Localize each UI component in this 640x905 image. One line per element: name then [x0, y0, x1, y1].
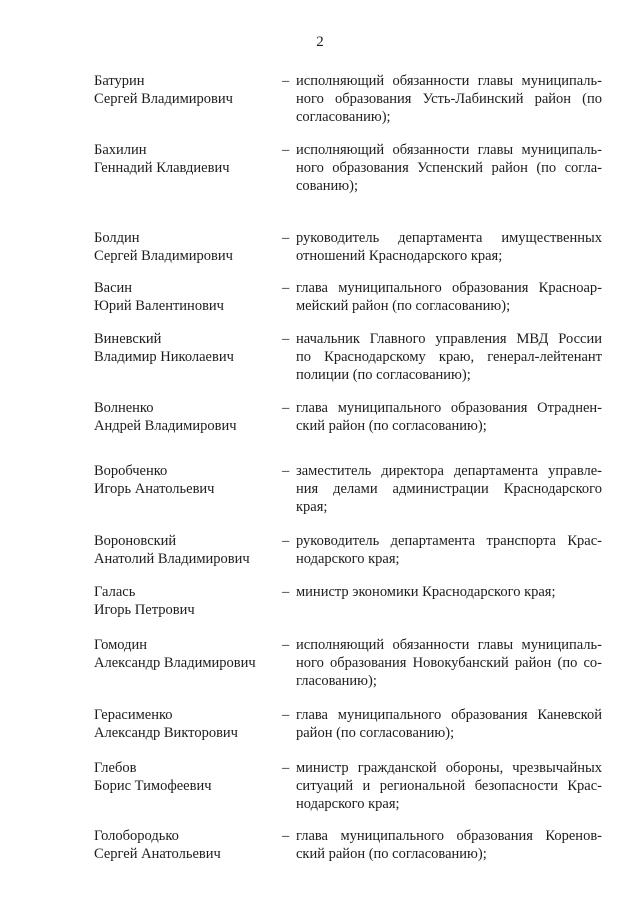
member-given-names: Игорь Анатольевич: [94, 481, 215, 497]
position-line: глава муниципального образования Отраднен-: [296, 400, 602, 416]
position-line: заместитель директора департамента управле-: [296, 463, 602, 479]
position-line: начальник Главного управления МВД России: [296, 331, 602, 347]
position-line: ский район (по согласованию);: [296, 846, 487, 862]
position-line: министр гражданской обороны, чрезвычайных: [296, 760, 602, 776]
member-surname: Васин: [94, 280, 133, 296]
member-surname: Галась: [94, 584, 136, 600]
dash-separator: –: [282, 280, 290, 296]
member-position: [296, 462, 602, 516]
position-line: мейский район (по согласованию);: [296, 298, 511, 314]
dash-separator: –: [282, 142, 290, 158]
member-given-names: Геннадий Клавдиевич: [94, 160, 230, 176]
position-line: глава муниципального образования Коренов-: [296, 828, 602, 844]
member-given-names: Юрий Валентинович: [94, 298, 224, 314]
member-name: [94, 141, 274, 177]
position-line: министр экономики Краснодарского края;: [296, 584, 556, 600]
member-position: [296, 72, 602, 126]
position-line: глава муниципального образования Красноар-: [296, 280, 602, 296]
member-given-names: Александр Викторович: [94, 725, 238, 741]
member-position: [296, 330, 602, 384]
member-position: [296, 583, 602, 601]
member-given-names: Анатолий Владимирович: [94, 551, 250, 567]
member-surname: Вороновский: [94, 533, 177, 549]
member-name: [94, 72, 274, 108]
position-line: отношений Краснодарского края;: [296, 248, 503, 264]
position-line: нодарского края;: [296, 551, 400, 567]
member-given-names: Сергей Анатольевич: [94, 846, 221, 862]
member-surname: Виневский: [94, 331, 162, 347]
member-surname: Воробченко: [94, 463, 168, 479]
dash-separator: –: [282, 533, 290, 549]
page-number: 2: [316, 34, 324, 50]
member-position: [296, 532, 602, 568]
dash-separator: –: [282, 331, 290, 347]
position-line: гласованию);: [296, 673, 377, 689]
position-line: глава муниципального образования Каневской: [296, 707, 602, 723]
member-name: [94, 583, 274, 619]
dash-separator: –: [282, 828, 290, 844]
member-position: [296, 706, 602, 742]
member-given-names: Александр Владимирович: [94, 655, 256, 671]
member-name: [94, 330, 274, 366]
member-surname: Болдин: [94, 230, 140, 246]
dash-separator: –: [282, 707, 290, 723]
dash-separator: –: [282, 230, 290, 246]
member-name: [94, 532, 274, 568]
member-given-names: Андрей Владимирович: [94, 418, 237, 434]
member-name: [94, 636, 274, 672]
member-position: [296, 399, 602, 435]
member-surname: Герасименко: [94, 707, 173, 723]
member-name: [94, 827, 274, 863]
member-name: [94, 759, 274, 795]
dash-separator: –: [282, 400, 290, 416]
position-line: ский район (по согласованию);: [296, 418, 487, 434]
member-surname: Волненко: [94, 400, 154, 416]
dash-separator: –: [282, 760, 290, 776]
member-surname: Голобородько: [94, 828, 179, 844]
dash-separator: –: [282, 637, 290, 653]
member-given-names: Игорь Петрович: [94, 602, 195, 618]
member-name: [94, 462, 274, 498]
member-position: [296, 279, 602, 315]
dash-separator: –: [282, 73, 290, 89]
member-given-names: Сергей Владимирович: [94, 248, 233, 264]
member-given-names: Сергей Владимирович: [94, 91, 233, 107]
position-line: ного образования Успенский район (по согла-: [296, 160, 602, 176]
member-surname: Гомодин: [94, 637, 147, 653]
member-surname: Глебов: [94, 760, 137, 776]
member-name: [94, 706, 274, 742]
position-line: исполняющий обязанности главы муниципаль-: [296, 637, 602, 653]
dash-separator: –: [282, 463, 290, 479]
position-line: руководитель департамента имущественных: [296, 230, 602, 246]
position-line: нодарского края;: [296, 796, 400, 812]
position-line: руководитель департамента транспорта Крас-: [296, 533, 602, 549]
position-line: ного образования Новокубанский район (по со-: [296, 655, 602, 671]
member-position: [296, 141, 602, 195]
member-position: [296, 636, 602, 690]
position-line: сованию);: [296, 178, 358, 194]
position-line: ного образования Усть-Лабинский район (по: [296, 91, 602, 107]
member-name: [94, 279, 274, 315]
member-surname: Бахилин: [94, 142, 147, 158]
member-name: [94, 229, 274, 265]
member-given-names: Борис Тимофеевич: [94, 778, 212, 794]
member-position: [296, 827, 602, 863]
dash-separator: –: [282, 584, 290, 600]
position-line: согласованию);: [296, 109, 391, 125]
position-line: район (по согласованию);: [296, 725, 455, 741]
position-line: ситуаций и региональной безопасности Крас-: [296, 778, 602, 794]
position-line: полиции (по согласованию);: [296, 367, 471, 383]
member-surname: Батурин: [94, 73, 145, 89]
member-name: [94, 399, 274, 435]
position-line: по Краснодарскому краю, генерал-лейтенант: [296, 349, 602, 365]
member-given-names: Владимир Николаевич: [94, 349, 234, 365]
position-line: исполняющий обязанности главы муниципаль-: [296, 142, 602, 158]
position-line: ния делами администрации Краснодарского: [296, 481, 602, 497]
member-position: [296, 229, 602, 265]
position-line: исполняющий обязанности главы муниципаль-: [296, 73, 602, 89]
member-position: [296, 759, 602, 813]
position-line: края;: [296, 499, 328, 515]
